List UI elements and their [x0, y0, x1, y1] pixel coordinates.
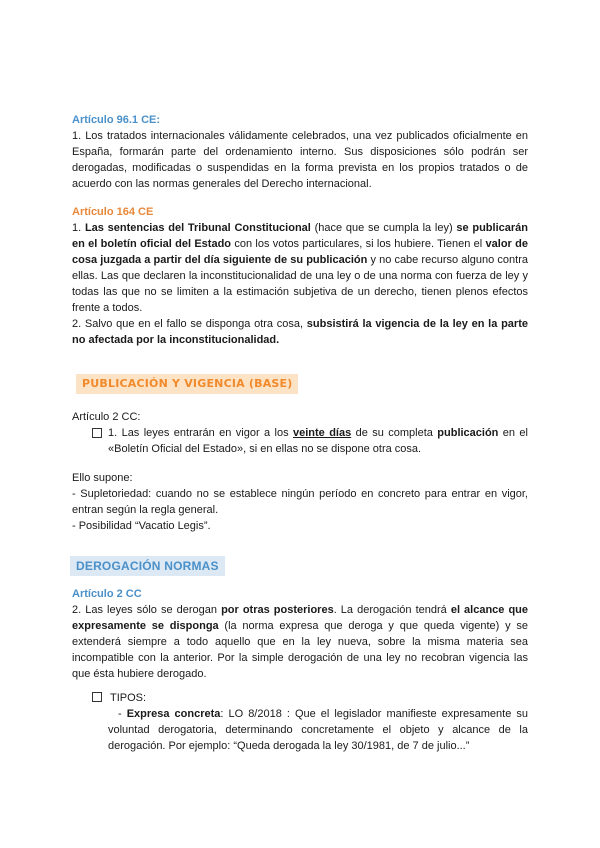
section-banner-derogacion: DEROGACIÓN NORMAS — [70, 556, 225, 576]
publicacion-item — [92, 425, 528, 457]
checkbox-icon — [92, 692, 102, 702]
supletoriedad-line: - Supletoriedad: cuando no se establece ningún período en concreto para entrar en vigor, entran según la regla general. — [72, 488, 528, 516]
vacatio-line: - Posibilidad “Vacatio Legis”. — [72, 520, 211, 532]
art164-paragraph-1: 1. Las sentencias del Tribunal Constitucional (hace que se cumpla la ley) se publicarán en el boletín oficial del Estado con los votos particulares, si los hubiere. Tienen el valor de cosa juzgada a partir del día siguiente de su publicación y no cabe recurso alguno contra ellas. Las que declaren la inconstitucionalidad de una ley o de una norma con fuerza de ley y todas las que no se limiten a la estimación subjetiva de un derecho, tienen plenos efectos frente a todos. — [72, 222, 528, 314]
art164-heading: Artículo 164 CE — [72, 206, 154, 218]
art96-heading: Artículo 96.1 CE: — [72, 114, 161, 126]
section-banner-publicacion: PUBLICACIÓN Y VIGENCIA (BASE) — [76, 374, 298, 394]
derogacion-paragraph: 2. Las leyes sólo se derogan por otras posteriores. La derogación tendrá el alcance que expresamente se disponga (la norma expresa que deroga y que queda vigente) y se extenderá siempre a todo aquello que en la ley nueva, sobre la misma materia sea incompatible con la anterior. Por la simple derogación de una ley no recobran vigencia las que ésta hubiere derogado. — [72, 604, 529, 680]
art2cc-label: Artículo 2 CC: — [72, 411, 141, 423]
tipos-label: TIPOS: — [110, 692, 147, 704]
tipos-item — [92, 690, 528, 706]
art164-section — [72, 204, 528, 348]
ello-supone-block — [72, 470, 528, 534]
checkbox-icon — [92, 428, 102, 438]
art164-paragraph-2: 2. Salvo que en el fallo se disponga otra cosa, subsistirá la vigencia de la ley en la parte no afectada por la inconstitucionalidad. — [72, 318, 528, 346]
art96-section — [72, 112, 528, 192]
tipo-expresa-text: - Expresa concreta: LO 8/2018 : Que el legislador manifieste expresamente su voluntad derogatoria, determinando concretamente el objeto y alcance de la derogación. Por ejemplo: “Queda derogada la ley 30/1981, de 7 de julio...” — [108, 708, 528, 752]
publicacion-item-text: 1. Las leyes entrarán en vigor a los veinte días de su completa publicación en el «Boletín Oficial del Estado», si en ellas no se dispone otra cosa. — [108, 427, 528, 455]
tipo-expresa-block — [108, 706, 528, 754]
ello-supone: Ello supone: — [72, 472, 133, 484]
art96-text: 1. Los tratados internacionales válidamente celebrados, una vez publicados oficialmente en España, formarán parte del ordenamiento interno. Sus disposiciones sólo podrán ser derogadas, modificadas o suspendidas en la forma prevista en los propios tratados o de acuerdo con las normas generales del Derecho internacional. — [72, 130, 528, 190]
derogacion-section — [72, 586, 528, 682]
art2cc-heading: Artículo 2 CC — [72, 588, 142, 600]
art2cc-label-block — [72, 409, 528, 425]
